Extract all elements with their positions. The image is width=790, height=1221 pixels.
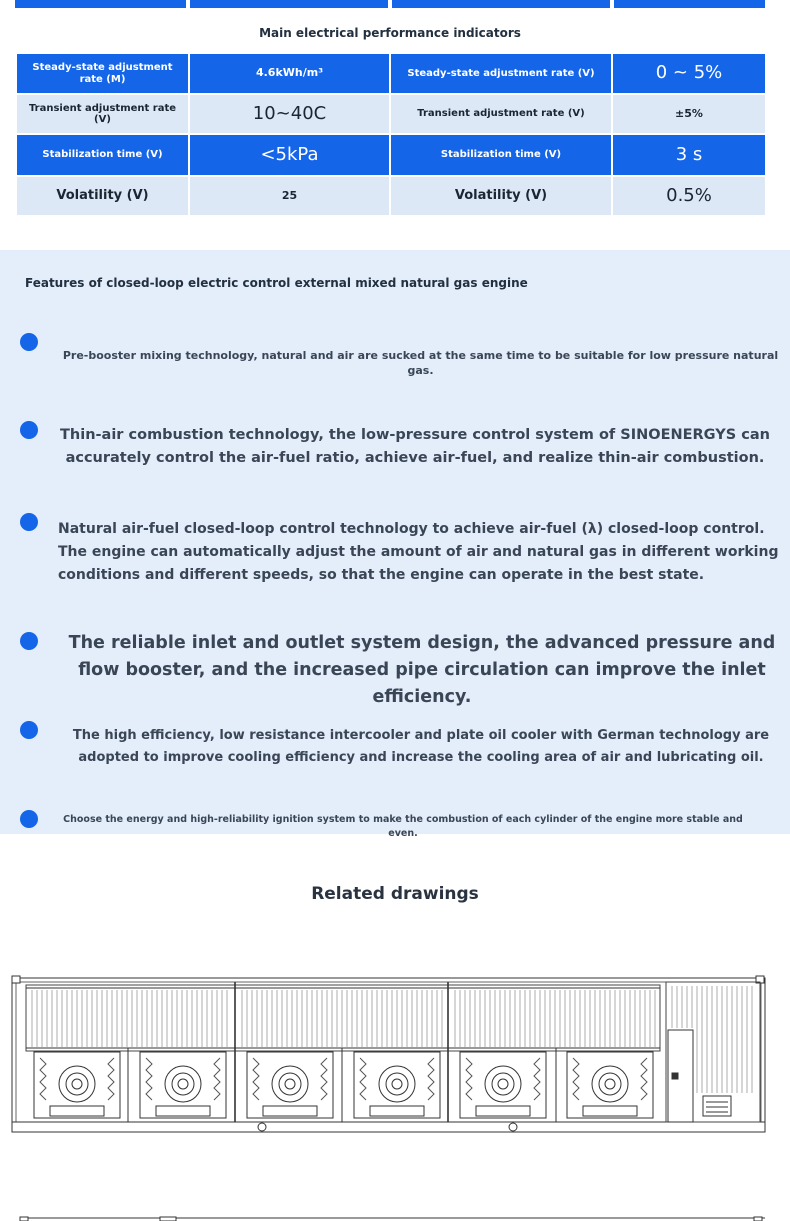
- container-drawing: [0, 968, 790, 1143]
- bullet-icon: [20, 513, 38, 531]
- row-label: Stabilization time (V): [390, 134, 612, 176]
- row-label: Steady-state adjustment rate (M): [16, 53, 189, 94]
- row-label: Transient adjustment rate (V): [390, 94, 612, 134]
- bullet-icon: [20, 333, 38, 351]
- row-label: Stabilization time (V): [16, 134, 189, 176]
- second-drawing-edge: [0, 1212, 790, 1221]
- feature-item: Choose the energy and high-reliability ignition system to make the combustion of each cylinder of the engine more stable and even.: [63, 814, 743, 839]
- row-value: 3 s: [612, 134, 766, 176]
- features-title: Features of closed-loop electric control external mixed natural gas engine: [25, 276, 528, 290]
- feature-item: Thin-air combustion technology, the low-pressure control system of SINOENERGYS can accurately control the air-fuel ratio, achieve air-fuel, and realize thin-air combustion.: [60, 427, 770, 466]
- row-value: 10~40C: [189, 94, 390, 134]
- feature-item: Pre-booster mixing technology, natural and air are sucked at the same time to be suitable for low pressure natural gas.: [62, 349, 779, 377]
- table-row: [16, 94, 766, 134]
- table-row: [16, 176, 766, 216]
- table-row: [16, 134, 766, 176]
- bullet-icon: [20, 632, 38, 650]
- features-section: [0, 250, 790, 839]
- feature-item: Natural air-fuel closed-loop control technology to achieve air-fuel (λ) closed-loop control. The engine can automatically adjust the amount of air and natural gas in different working conditions and different speeds, so that the engine can operate in the best state.: [58, 521, 779, 583]
- feature-item: The high efficiency, low resistance intercooler and plate oil cooler with German technology are adopted to improve cooling efficiency and increase the cooling area of air and lubricating oil.: [72, 728, 770, 765]
- previous-table-edge: [15, 0, 765, 8]
- row-value: 25: [189, 176, 390, 216]
- feature-item: The reliable inlet and outlet system design, the advanced pressure and flow booster, and the increased pipe circulation can improve the inlet efficiency.: [68, 633, 776, 707]
- row-value: ±5%: [612, 94, 766, 134]
- row-label: Transient adjustment rate (V): [16, 94, 189, 134]
- row-label: Steady-state adjustment rate (V): [390, 53, 612, 94]
- row-value: 4.6kWh/m³: [189, 53, 390, 94]
- bullet-icon: [20, 421, 38, 439]
- table-row: [16, 53, 766, 94]
- bullet-icon: [20, 810, 38, 828]
- performance-table: [15, 52, 767, 217]
- drawings-title: Related drawings: [311, 884, 479, 904]
- bullet-icon: [20, 721, 38, 739]
- table-title: Main electrical performance indicators: [259, 26, 521, 40]
- row-label: Volatility (V): [390, 176, 612, 216]
- row-value: 0 ~ 5%: [612, 53, 766, 94]
- row-value: 0.5%: [612, 176, 766, 216]
- row-label: Volatility (V): [16, 176, 189, 216]
- row-value: <5kPa: [189, 134, 390, 176]
